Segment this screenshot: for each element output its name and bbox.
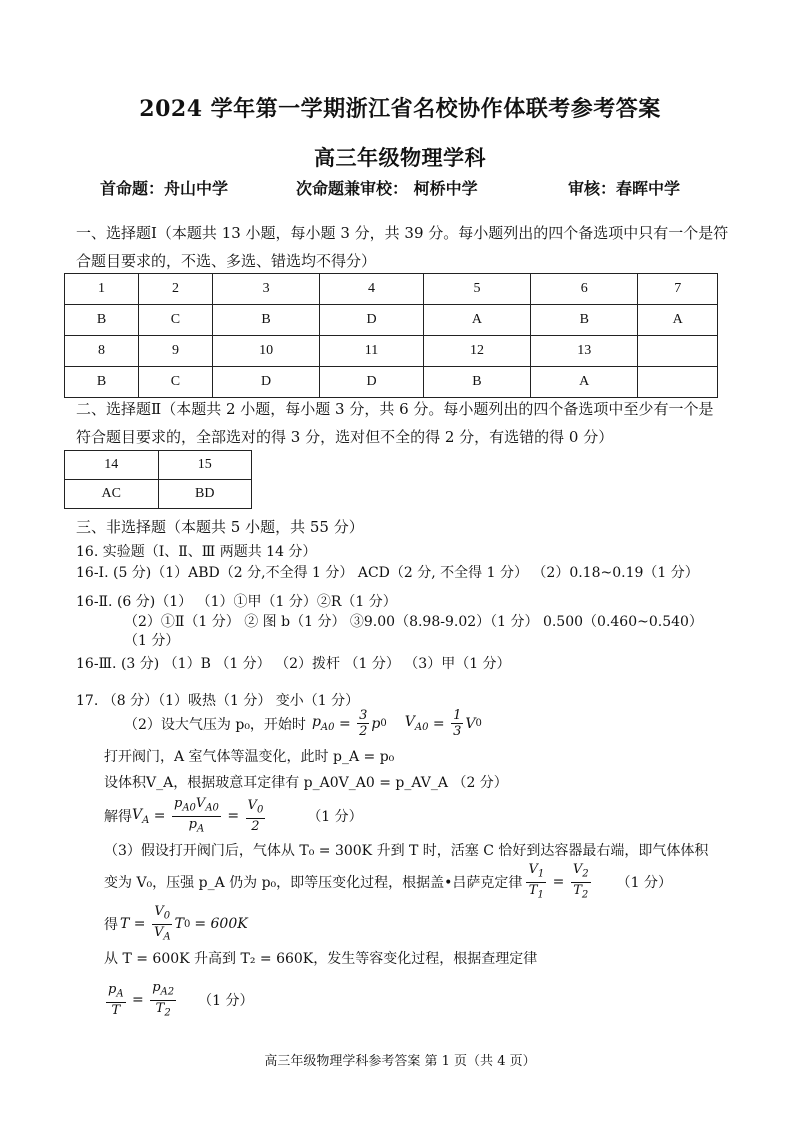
table-cell: 4 (320, 274, 424, 305)
table-row (65, 451, 252, 480)
table-row (65, 480, 252, 509)
section2-heading-line2: 符合题目要求的，全部选对的得 3 分，选对但不全的得 2 分，有选错的得 0 分） (76, 428, 614, 446)
table-cell (638, 336, 718, 367)
table-cell: 9 (138, 336, 212, 367)
table-row (65, 336, 718, 367)
table-row (65, 274, 718, 305)
q17-line5-score: （1 分） (307, 809, 363, 826)
q17-line10 (104, 980, 253, 1020)
q17-line10-score: （1 分） (198, 993, 254, 1010)
table-cell: 15 (158, 451, 252, 480)
q17-line4: 设体积V_A，根据玻意耳定律有 p_A0V_A0 = p_AV_A （2 分） (104, 775, 508, 791)
section2-heading-line1: 二、选择题Ⅱ（本题共 2 小题，每小题 3 分，共 6 分。每小题列出的四个备选项中至少有一个是 (76, 400, 714, 418)
q17-line5 (104, 796, 363, 836)
table-cell: BD (158, 480, 252, 509)
table-cell: D (320, 305, 424, 336)
formula-va0: $V_{A0}$ = $\frac{1}{3}$ V 0 (404, 708, 482, 739)
formula-va: $V_A$ = $\frac{p_{A0}V_{A0}}{p_A}$ = $\frac{V_0}{2}$ (132, 796, 264, 835)
q17-line8-prefix: 得 (104, 917, 118, 934)
table-cell: 8 (65, 336, 139, 367)
table-cell: D (212, 367, 319, 398)
table-cell: B (531, 305, 638, 336)
q17-line1: 17. （8 分）（1）吸热（1 分） 变小（1 分） (76, 693, 360, 709)
section1-heading-line2: 合题目要求的，不选、多选、错选均不得分） (76, 252, 377, 270)
q17-line7-score: （1 分） (616, 875, 672, 892)
q16-2-answer-line2: （2）①Ⅱ（1 分） ② 图 b（1 分） ③9.00（8.98-9.02）（1 分） 0.500（0.460~0.540） (124, 614, 703, 630)
q17-line8 (104, 904, 248, 944)
table-cell: 10 (212, 336, 319, 367)
q16-2-answer-line3: （1 分） (124, 633, 180, 649)
table-cell: 6 (531, 274, 638, 305)
table-cell: C (138, 367, 212, 398)
reviewer: 审核：春晖中学 (568, 179, 681, 198)
section2-answer-table (64, 450, 252, 509)
table-cell: A (531, 367, 638, 398)
q16-1-answer: 16-Ⅰ. (5 分)（1）ABD（2 分,不全得 1 分） ACD（2 分, 不全得 1 分） （2）0.18~0.19（1 分） (76, 565, 699, 581)
q17-line7 (104, 862, 672, 902)
table-cell: 1 (65, 274, 139, 305)
section1-answer-table (64, 273, 718, 398)
q17-line2-prefix: （2）设大气压为 p₀，开始时 (124, 716, 306, 733)
formula-pa0: $p_{A0}$ = $\frac{3}{2}$ p 0 (311, 708, 387, 739)
q17-line3: 打开阀门，A 室气体等温变化，此时 p_A = p₀ (104, 749, 395, 765)
table-row (65, 367, 718, 398)
formula-t: T = $\frac{V_0}{V_A}$ T 0 (120, 904, 191, 943)
q17-line8-result: = 600K (194, 916, 248, 933)
second-setter: 次命题兼审校： 柯桥中学 (296, 179, 478, 198)
section3-heading: 三、非选择题（本题共 5 小题，共 55 分） (76, 518, 364, 536)
first-setter: 首命题：舟山中学 (100, 179, 229, 198)
table-cell: B (65, 305, 139, 336)
table-row (65, 305, 718, 336)
table-cell: B (423, 367, 530, 398)
table-cell: B (212, 305, 319, 336)
formula-charles: $\frac{p_A}{T}$ = $\frac{p_{A2}}{T_2}$ (108, 980, 175, 1019)
q17-line9: 从 T = 600K 升高到 T₂ = 660K，发生等容变化过程，根据查理定律 (104, 951, 538, 967)
table-cell: 2 (138, 274, 212, 305)
table-cell: A (423, 305, 530, 336)
document-title: 2024 学年第一学期浙江省名校协作体联考参考答案 (139, 96, 661, 122)
q17-line2 (124, 708, 482, 739)
table-cell: D (320, 367, 424, 398)
table-cell: 11 (320, 336, 424, 367)
table-cell: AC (65, 480, 159, 509)
table-cell (638, 367, 718, 398)
q17-line7-prefix: 变为 V₀，压强 p_A 仍为 p₀，即等压变化过程，根据盖•吕萨克定律 (104, 875, 523, 892)
table-cell: A (638, 305, 718, 336)
q16-intro: 16. 实验题（Ⅰ、Ⅱ、Ⅲ 两题共 14 分） (76, 544, 317, 560)
formula-gay-lussac: $\frac{V_1}{T_1}$ = $\frac{V_2}{T_2}$ (528, 862, 589, 901)
document-subtitle: 高三年级物理学科 (314, 145, 486, 170)
table-cell: 13 (531, 336, 638, 367)
table-cell: 12 (423, 336, 530, 367)
q16-2-answer-line1: 16-Ⅱ. (6 分)（1） （1）①甲（1 分）②R（1 分） (76, 594, 397, 610)
q16-3-answer: 16-Ⅲ. (3 分) （1）B （1 分） （2）拨杆 （1 分） （3）甲（1 分） (76, 656, 511, 672)
section1-heading-line1: 一、选择题Ⅰ（本题共 13 小题，每小题 3 分，共 39 分。每小题列出的四个备选项中只有一个是符 (76, 224, 729, 242)
table-cell: B (65, 367, 139, 398)
table-cell: C (138, 305, 212, 336)
q17-line5-prefix: 解得 (104, 809, 132, 826)
page-footer: 高三年级物理学科参考答案 第 1 页（共 4 页） (264, 1054, 536, 1069)
table-cell: 3 (212, 274, 319, 305)
table-cell: 14 (65, 451, 159, 480)
q17-line6: （3）假设打开阀门后，气体从 T₀ = 300K 升到 T 时，活塞 C 恰好到达容器最右端，即气体体积 (104, 843, 709, 859)
table-cell: 5 (423, 274, 530, 305)
table-cell: 7 (638, 274, 718, 305)
